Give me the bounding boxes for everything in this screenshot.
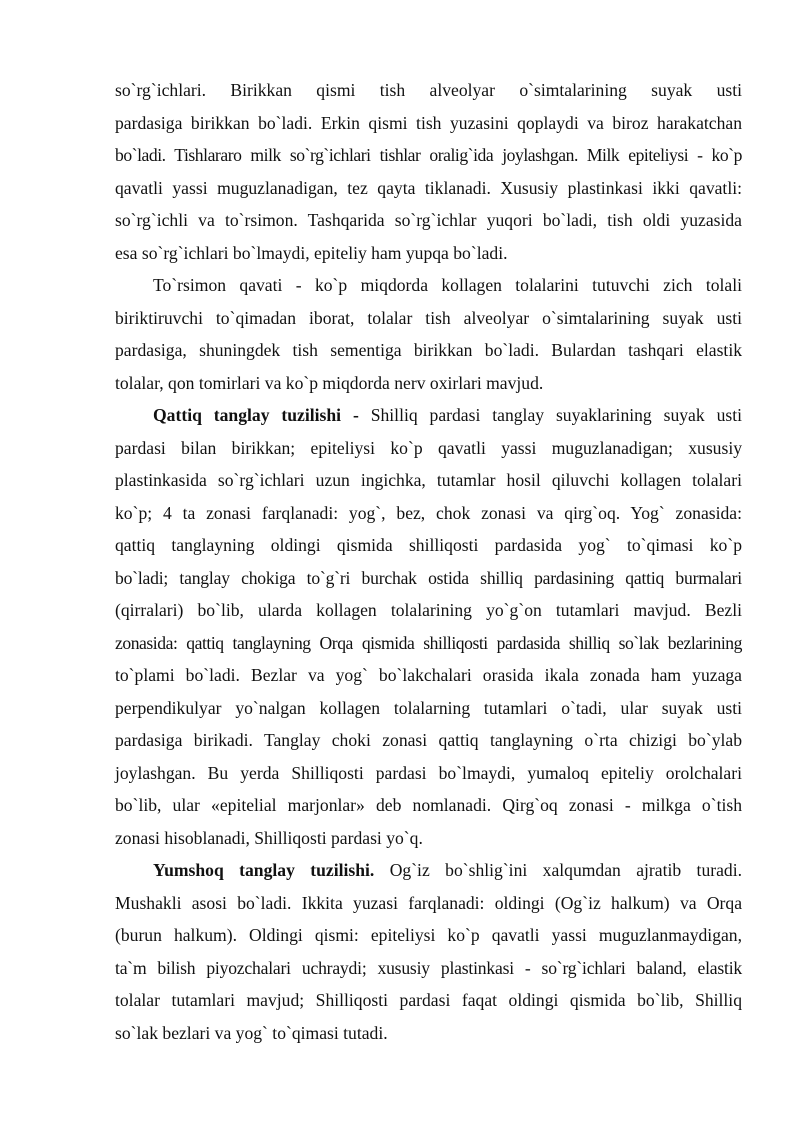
text-line: joylashgan. Bu yerda Shilliqosti pardasi bo`lmaydi, yumaloq epiteliy orolchalari xyxy=(115,762,742,783)
text-line: so`lak bezlari va yog` to`qimasi tutadi. xyxy=(115,1022,388,1043)
document-page xyxy=(115,74,742,1049)
paragraph-torsimon-layer xyxy=(115,269,742,399)
text-line: so`rg`ichli va to`rsimon. Tashqarida so`rg`ichlar yuqori bo`ladi, tish oldi yuzasida xyxy=(115,210,742,230)
text-line: pardasiga birikkan bo`ladi. Erkin qismi tish yuzasini qoplaydi va biroz harakatchan xyxy=(115,112,742,133)
text-line: qattiq tanglayning oldingi qismida shilliqosti pardasida yog` to`qimasi ko`p xyxy=(115,535,742,555)
text-line: esa so`rg`ichlari bo`lmaydi, epiteliy ham yupqa bo`ladi. xyxy=(115,242,508,263)
text-line: qavatli yassi muguzlanadigan, tez qayta tiklanadi. Xususiy plastinkasi ikki qavatli: xyxy=(115,177,742,198)
text-line: zonasida: qattiq tanglayning Orqa qismida shilliqosti pardasida shilliq so`lak bezlarining xyxy=(115,632,742,653)
text-line xyxy=(115,854,742,887)
text-line: perpendikulyar yo`nalgan kollagen tolalarning tutamlari o`tadi, ular suyak usti xyxy=(115,697,742,718)
text-line: (burun halkum). Oldingi qismi: epiteliysi ko`p qavatli yassi muguzlanmaydigan, xyxy=(115,925,742,945)
text-line: (qirralari) bo`lib, ularda kollagen tolalarining yo`g`on tutamlari mavjud. Bezli xyxy=(115,600,742,620)
text-line: bo`ladi; tanglay chokiga to`g`ri burchak ostida shilliq pardasining qattiq burmalari xyxy=(115,567,742,588)
paragraph-milk-structure xyxy=(115,74,742,269)
heading-continuation: Shilliq pardasi tanglay suyaklarining suyak usti xyxy=(358,405,742,425)
text-line: To`rsimon qavati - ko`p miqdorda kollagen tolalarini tutuvchi zich tolali xyxy=(153,275,742,295)
paragraph-soft-palate xyxy=(115,854,742,1049)
section-heading-hard-palate: Qattiq tanglay tuzilishi - xyxy=(153,405,359,425)
text-line: tolalar tutamlari mavjud; Shilliqosti pardasi faqat oldingi qismida bo`lib, Shilliq xyxy=(115,990,742,1010)
section-heading-soft-palate: Yumshoq tanglay tuzilishi. xyxy=(153,860,375,880)
text-line: bo`lib, ular «epitelial marjonlar» deb nomlanadi. Qirg`oq zonasi - milkga o`tish xyxy=(115,795,742,815)
text-line: to`plami bo`ladi. Bezlar va yog` bo`lakchalari orasida ikala zonada ham yuzaga xyxy=(115,665,742,685)
heading-continuation: Og`iz bo`shlig`ini xalqumdan ajratib turadi. xyxy=(374,860,742,880)
paragraph-hard-palate xyxy=(115,399,742,854)
text-line: bo`ladi. Tishlararo milk so`rg`ichlari tishlar oralig`ida joylashgan. Milk epiteliysi - ko`p xyxy=(115,145,742,165)
text-line: pardasiga, shuningdek tish sementiga birikkan bo`ladi. Bulardan tashqari elastik xyxy=(115,340,742,360)
text-line: biriktiruvchi to`qimadan iborat, tolalar tish alveolyar o`simtalarining suyak usti xyxy=(115,307,742,328)
text-line: pardasiga birikadi. Tanglay choki zonasi qattiq tanglayning o`rta chizigi bo`ylab xyxy=(115,730,742,750)
text-line: ta`m bilish piyozchalari uchraydi; xususiy plastinkasi - so`rg`ichlari baland, elastik xyxy=(115,957,742,978)
text-line: pardasi bilan birikkan; epiteliysi ko`p qavatli yassi muguzlanadigan; xususiy xyxy=(115,437,742,458)
text-line: so`rg`ichlari. Birikkan qismi tish alveolyar o`simtalarining suyak usti xyxy=(115,80,742,100)
text-line: zonasi hisoblanadi, Shilliqosti pardasi yo`q. xyxy=(115,827,423,848)
text-line: Mushakli asosi bo`ladi. Ikkita yuzasi farqlanadi: oldingi (Og`iz halkum) va Orqa xyxy=(115,892,742,913)
text-line xyxy=(115,399,742,432)
text-line: ko`p; 4 ta zonasi farqlanadi: yog`, bez, chok zonasi va qirg`oq. Yog` zonasida: xyxy=(115,502,742,523)
text-line: plastinkasida so`rg`ichlari uzun ingichka, tutamlar hosil qiluvchi kollagen tolalari xyxy=(115,470,742,490)
text-line: tolalar, qon tomirlari va ko`p miqdorda nerv oxirlari mavjud. xyxy=(115,372,544,393)
